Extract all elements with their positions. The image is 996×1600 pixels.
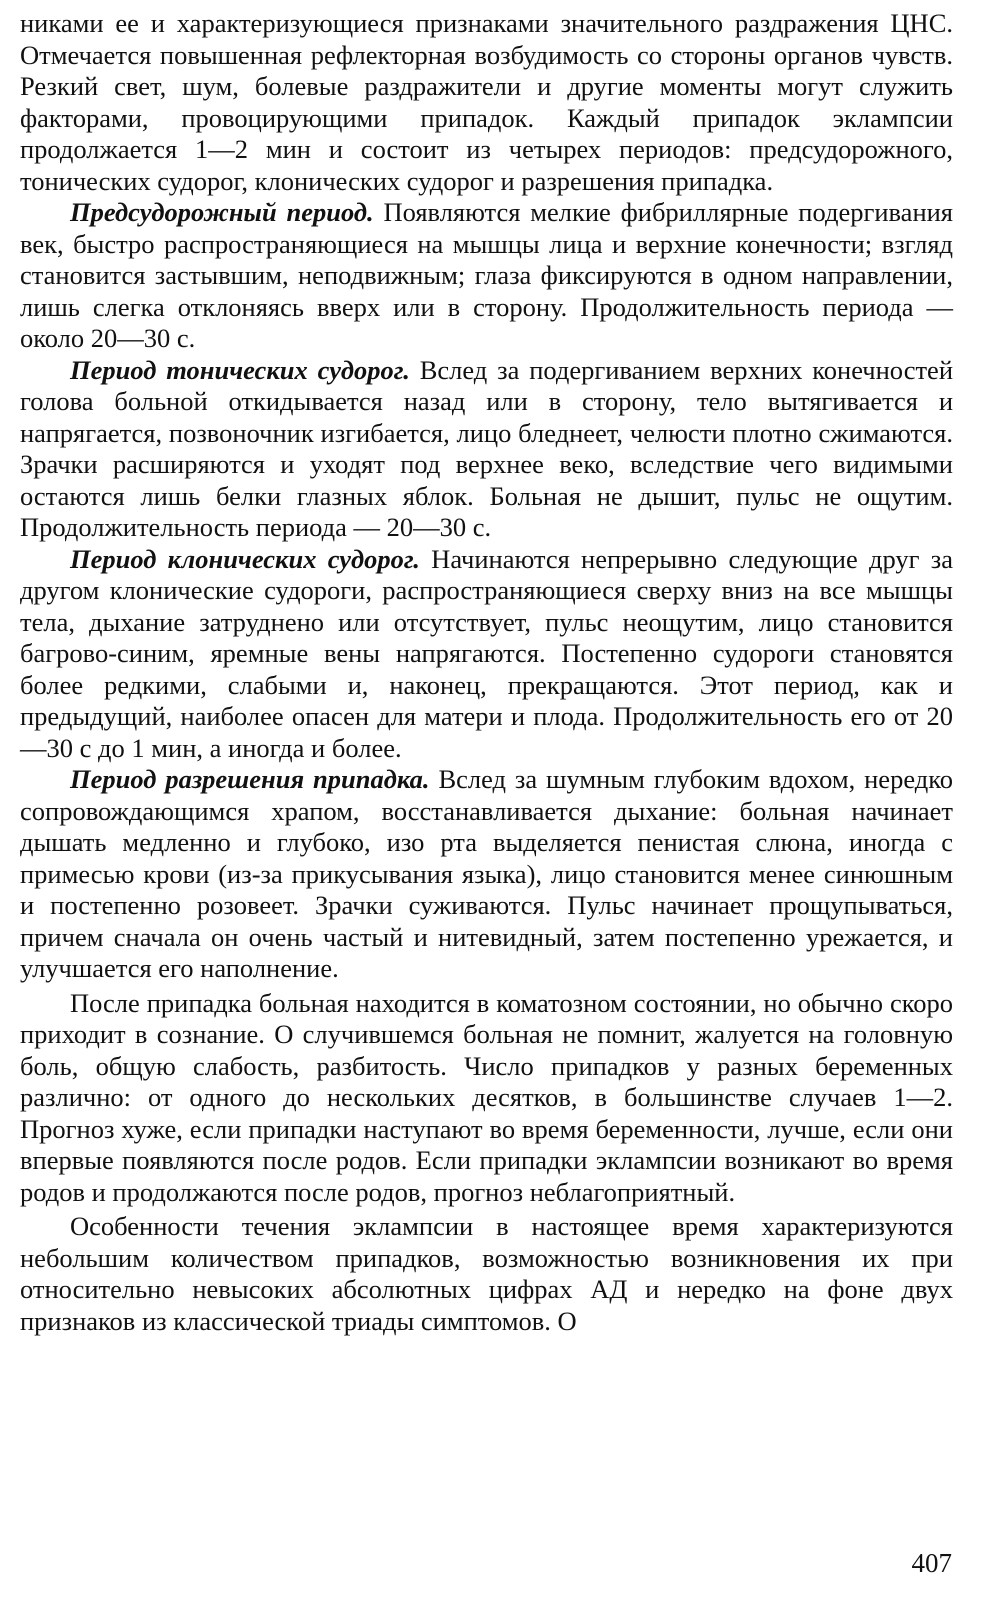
paragraph-continuation bbox=[20, 8, 953, 197]
paragraph-heading: Предсудорожный период. bbox=[70, 197, 374, 227]
paragraph-text: После припадка больная находится в коматозном состоянии, но обычно скоро приходит в сознание. О случившемся больная не помнит, жалуется на головную боль, общую слабость, разбитость. Число припадков у разных беременных различно: от одного до нескольких десятков, в большинстве случаев 1—2. Прогноз хуже, если припадки наступают во время беременности, лучше, если они впервые появляются после родов. Если припадки эклампсии возникают во время родов и продолжаются после родов, прогноз неблагоприятный. bbox=[20, 987, 953, 1207]
paragraph-tonic-convulsions bbox=[20, 355, 953, 544]
paragraph-text: Начинаются непрерывно следующие друг за другом клонические судороги, распространяющиеся сверху вниз на все мышцы тела, дыхание затруднено или отсутствует, пульс неощутим, лицо становится багрово-синим, яремные вены напрягаются. Постепенно судороги становятся более редкими, слабыми и, наконец, прекращаются. Этот период, как и предыдущий, наиболее опасен для матери и плода. Продолжительность его от 20—30 с до 1 мин, а иногда и более. bbox=[20, 543, 953, 763]
page-number: 407 bbox=[911, 1548, 952, 1578]
paragraph-heading: Период тонических судорог. bbox=[70, 354, 410, 385]
paragraph-resolution-period bbox=[20, 764, 953, 985]
paragraph-after-seizure bbox=[20, 988, 953, 1209]
paragraph-text: Появляются мелкие фибриллярные подергивания век, быстро распространяющиеся на мышцы лица и верхние конечности; взгляд становится застывшим, неподвижным; глаза фиксируются в одном направлении, лишь слегка отклоняясь вверх или в сторону. Продолжительность периода — около 20—30 с. bbox=[20, 197, 953, 353]
paragraph-clonic-convulsions bbox=[20, 544, 953, 765]
paragraph-text: Особенности течения эклампсии в настоящее время характеризуются небольшим количеством припадков, возможностью возникновения их при относительно невысоких абсолютных цифрах АД и нередко на фоне двух признаков из классической триады симптомов. О bbox=[20, 1211, 953, 1336]
paragraph-text: Вслед за шумным глубоким вдохом, нередко сопровождающимся храпом, восстанавливается дыхание: больная начинает дышать медленно и глубоко, изо рта выделяется пенистая слюна, иногда с примесью крови (из-за прикусывания языка), лицо становится менее синюшным и постепенно розовеет. Зрачки суживаются. Пульс начинает прощупываться, причем сначала он очень частый и нитевидный, затем постепенно урежается, и улучшается его наполнение. bbox=[20, 764, 953, 983]
paragraph-text: никами ее и характеризующиеся признаками значительного раздражения ЦНС. Отмечается повышенная рефлекторная возбудимость со стороны органов чувств. Резкий свет, шум, болевые раздражители и другие моменты могут служить факторами, провоцирующими припадок. Каждый припадок эклампсии продолжается 1—2 мин и состоит из четырех периодов: предсудорожного, тонических судорог, клонических судорог и разрешения припадка. bbox=[20, 8, 953, 196]
paragraph-text: Вслед за подергиванием верхних конечностей голова больной откидывается назад или в сторону, тело вытягивается и напрягается, позвоночник изгибается, лицо бледнеет, челюсти плотно сжимаются. Зрачки расширяются и уходят под верхнее веко, вследствие чего видимыми остаются лишь белки глазных яблок. Больная не дышит, пульс не ощутим. Продолжительность периода — 20—30 с. bbox=[20, 354, 953, 542]
paragraph-heading: Период разрешения припадка. bbox=[70, 764, 430, 794]
paragraph-features-of-eclampsia bbox=[20, 1211, 953, 1337]
paragraph-preconvulsive-period bbox=[20, 197, 953, 355]
paragraph-heading: Период клонических судорог. bbox=[70, 543, 420, 574]
page-text bbox=[20, 8, 953, 1337]
